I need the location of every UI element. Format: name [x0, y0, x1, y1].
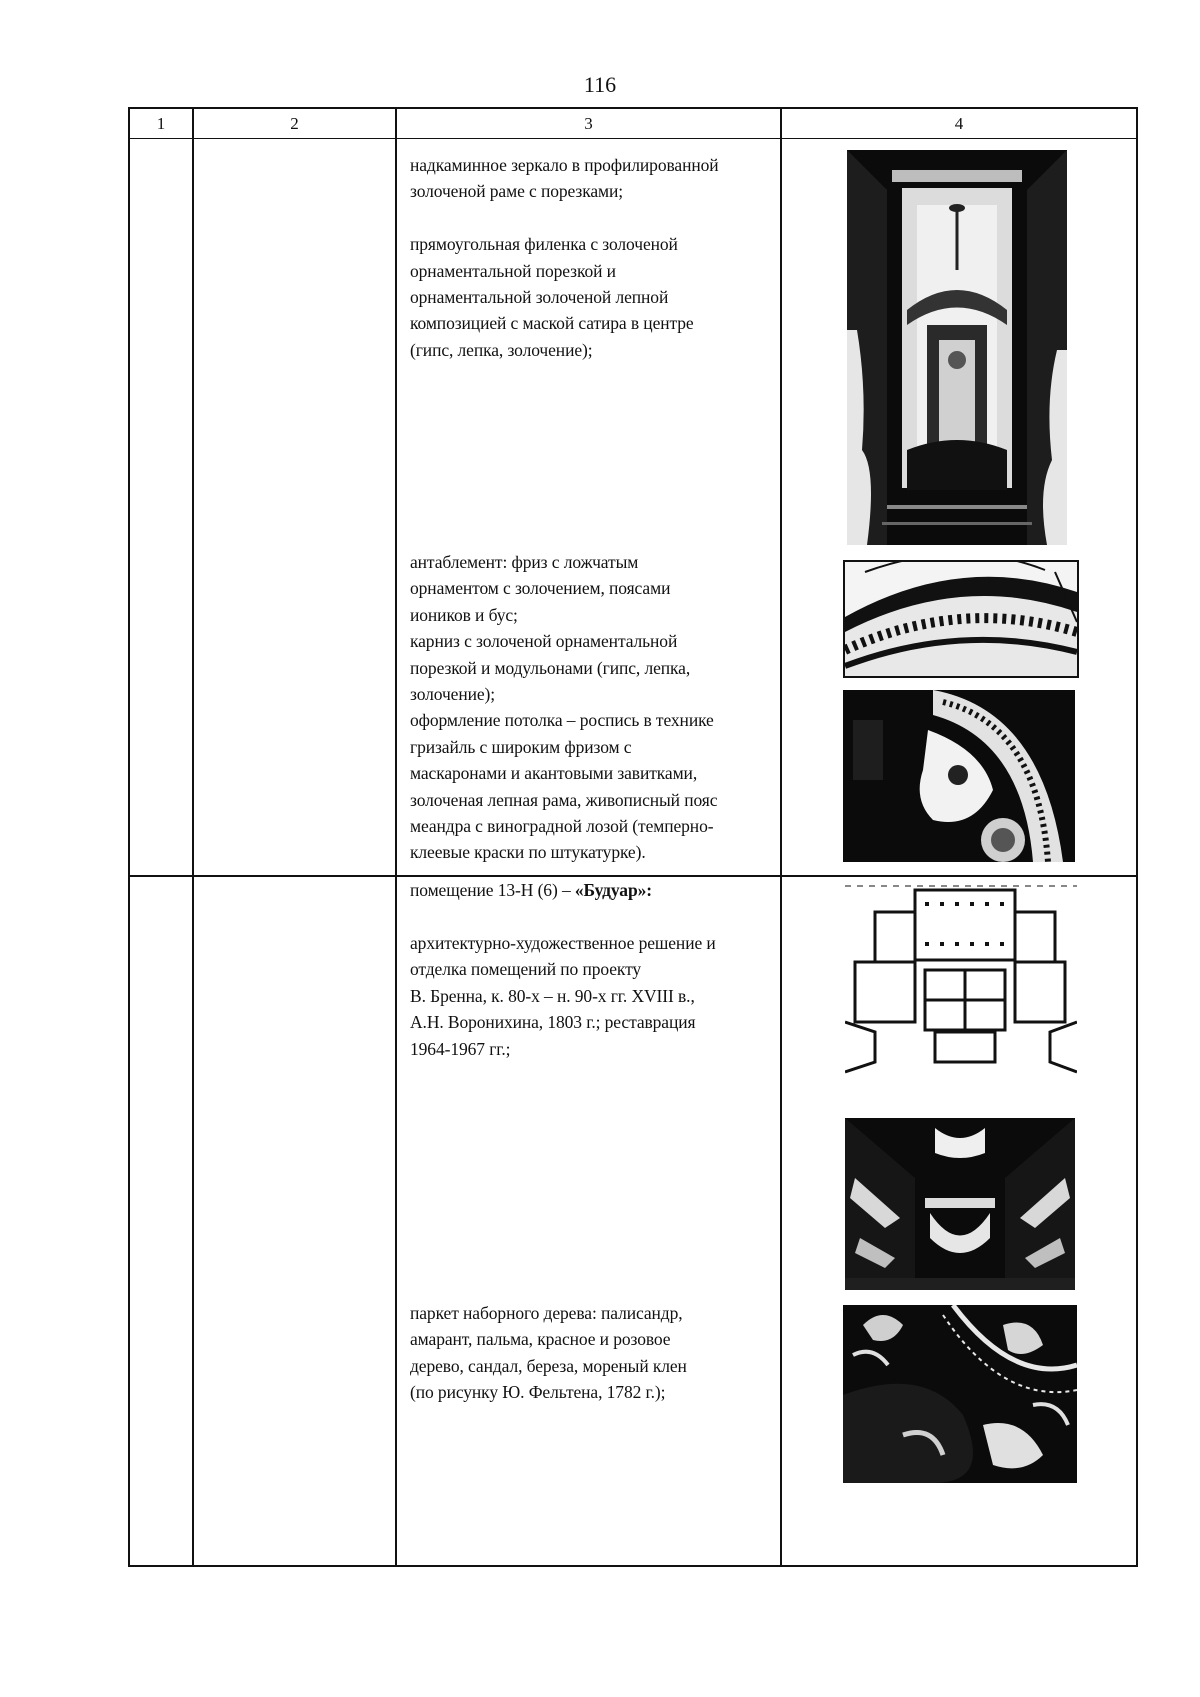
table-left-border	[128, 107, 130, 1567]
table-header-divider	[128, 138, 1138, 139]
table-col-divider-2	[395, 107, 397, 1567]
column-header-4: 4	[954, 114, 964, 133]
column-header-1: 1	[156, 114, 166, 133]
row2-description-1: архитектурно-художественное решение и отделка помещений по проекту В. Бренна, к. 80-х – н. 90-х гг. XVIII в., А.Н. Воронихина, 1803 г.; реставрация 1964-1967 гг.;	[410, 933, 716, 1059]
room-prefix: помещение 13-Н (6) –	[410, 880, 575, 900]
page-number: 116	[583, 72, 617, 97]
photo-cornice-detail	[843, 560, 1079, 678]
table-bottom-border	[128, 1565, 1138, 1567]
row2-description-2: паркет наборного дерева: палисандр, амарант, пальма, красное и розовое дерево, сандал, береза, мореный клен (по рисунку Ю. Фельтена, 1782 г.);	[410, 1303, 687, 1403]
row2-room-title	[410, 877, 790, 903]
row1-description-1: надкаминное зеркало в профилированной золоченой раме с порезками; прямоугольная филенка с золоченой орнаментальной порезкой и орнаментальной золоченой лепной композицией с маской сатира в центре (гипс, лепка, золочение);	[410, 155, 719, 360]
photo-floor-plan	[845, 882, 1077, 1080]
table-col-divider-1	[192, 107, 194, 1567]
table-top-border	[128, 107, 1138, 109]
column-header-2: 2	[290, 114, 299, 133]
table-right-border	[1136, 107, 1138, 1567]
room-name: «Будуар»:	[574, 880, 652, 900]
row1-description-2: антаблемент: фриз с ложчатым орнаментом с золочением, поясами иоников и бус; карниз с золоченой орнаментальной порезкой и модульонами (гипс, лепка, золочение); оформление потолка – роспись в технике гризайль с широким фризом с маскаронами и акантовыми завитками, золоченая лепная рама, живописный пояс меандра с виноградной лозой (темперно- клеевые краски по штукатурке).	[410, 552, 718, 863]
photo-boudoir-interior	[845, 1118, 1075, 1290]
photo-parquet-floor	[843, 1305, 1077, 1483]
column-header-3: 3	[584, 114, 593, 133]
photo-mirror-doorway	[847, 150, 1067, 545]
photo-ceiling-painting	[843, 690, 1075, 862]
